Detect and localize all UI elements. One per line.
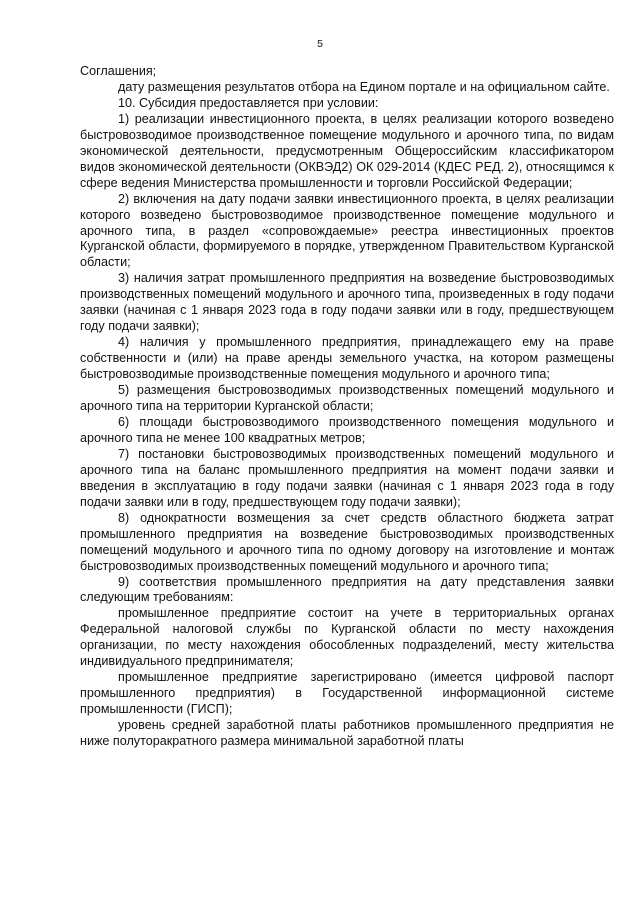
paragraph-condition-2: 2) включения на дату подачи заявки инвестиционного проекта, в целях реализации которого возведено быстровозводимое производственное помещение модульного и арочного типа, в раздел «сопровождаемые» реестра инвестиционных проектов Курганской области, формируемого в порядке, утвержденном Правительством Курганской области; <box>80 191 614 270</box>
paragraph-condition-6: 6) площади быстровозводимого производственного помещения модульного и арочного типа не менее 100 квадратных метров; <box>80 414 614 445</box>
paragraph-requirement-salary: уровень средней заработной платы работников промышленного предприятия не ниже полуторакратного размера минимальной заработной платы <box>80 718 614 749</box>
paragraph-publication-date: дату размещения результатов отбора на Едином портале и на официальном сайте. <box>118 79 610 94</box>
paragraph-agreement-end: Соглашения; <box>80 64 157 78</box>
paragraph-condition-1: 1) реализации инвестиционного проекта, в целях реализации которого возведено быстровозводимое производственное помещение модульного и арочного типа, по видам экономической деятельности, предусмотренным Общероссийским классификатором видов экономической деятельности (ОКВЭД2) ОК 029-2014 (КДЕС РЕД. 2), относящимся к сфере ведения Министерства промышленности и торговли Российской Федерации; <box>80 111 614 190</box>
paragraph-condition-4: 4) наличия у промышленного предприятия, принадлежащего ему на праве собственности и (или) на праве аренды земельного участка, на котором размещены быстровозводимые производственные помещения модульного и арочного типа; <box>80 335 614 382</box>
paragraph-condition-5: 5) размещения быстровозводимых производственных помещений модульного и арочного типа на территории Курганской области; <box>80 383 614 414</box>
paragraph-condition-7: 7) постановки быстровозводимых производственных помещений модульного и арочного типа на баланс промышленного предприятия на момент подачи заявки и введения в эксплуатацию в году подачи заявки (начиная с 1 января 2023 года в году подачи заявки или в году, предшествующем году подачи заявки); <box>80 446 614 509</box>
paragraph-clause-10-heading: 10. Субсидия предоставляется при условии: <box>118 95 379 110</box>
document-body <box>80 64 614 750</box>
page-number: 5 <box>317 38 323 50</box>
paragraph-requirement-tax-registration: промышленное предприятие состоит на учете в территориальных органах Федеральной налоговой службы по Курганской области по месту нахождения организации, по месту нахождения обособленных подразделений, месту жительства индивидуального предпринимателя; <box>80 606 614 669</box>
paragraph-requirement-gisp: промышленное предприятие зарегистрировано (имеется цифровой паспорт промышленного предприятия) в Государственной информационной системе промышленности (ГИСП); <box>80 670 614 717</box>
paragraph-condition-3: 3) наличия затрат промышленного предприятия на возведение быстровозводимых производственных помещений модульного и арочного типа, произведенных в году подачи заявки (начиная с 1 января 2023 года в году подачи заявки или в году, предшествующем году подачи заявки); <box>80 271 614 334</box>
paragraph-condition-9: 9) соответствия промышленного предприятия на дату представления заявки следующим требованиям: <box>80 574 614 605</box>
paragraph-condition-8: 8) однократности возмещения за счет средств областного бюджета затрат промышленного предприятия на возведение быстровозводимых производственных помещений модульного и арочного типа по одному договору на изготовление и монтаж быстровозводимых производственных помещений модульного и арочного типа; <box>80 510 614 573</box>
